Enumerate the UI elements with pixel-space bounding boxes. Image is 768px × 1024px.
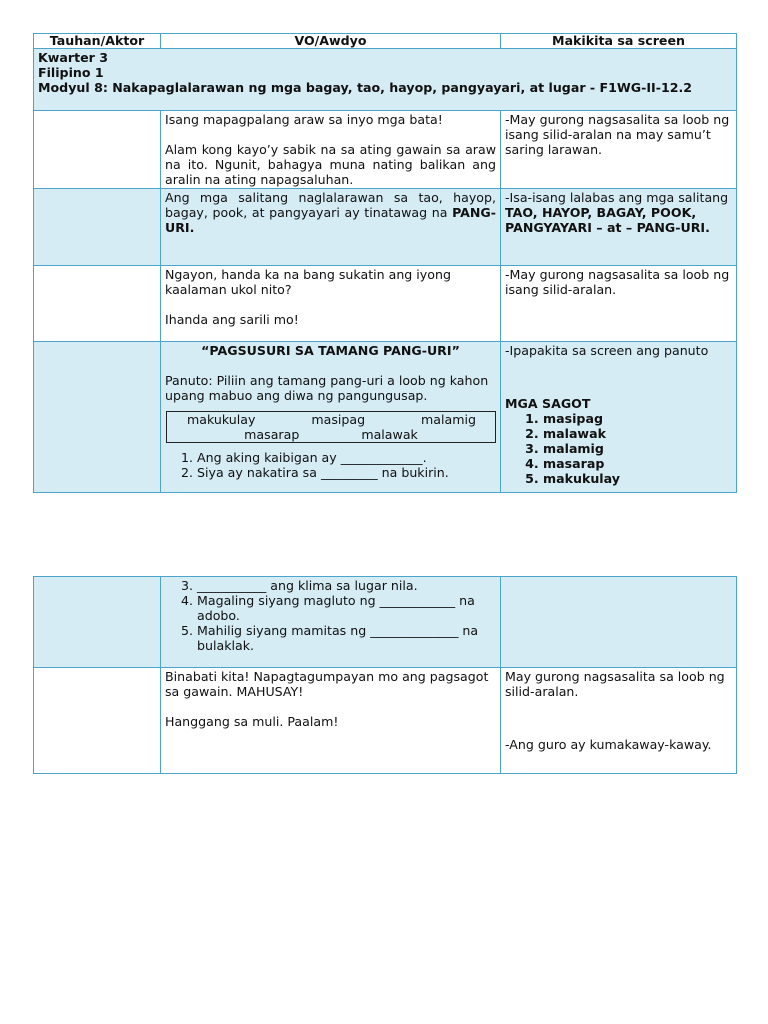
screen-plain: -Isa-isang lalabas ang mga salitang [505, 190, 729, 205]
screen-cell [501, 668, 737, 774]
screen-cell [501, 577, 737, 668]
header-tauhan: Tauhan/Aktor [34, 34, 161, 49]
screen-bold-terms: TAO, HAYOP, BAGAY, POOK, PANGYAYARI – at – PANG-URI. [505, 205, 710, 235]
header-vo: VO/Awdyo [161, 34, 501, 49]
script-table-2 [33, 576, 737, 774]
activity-row [34, 342, 737, 493]
question-item: 3. ___________ ang klima sa lugar nila. [197, 578, 496, 593]
screen-text: -Ang guro ay kumakaway-kaway. [505, 737, 712, 752]
intro-module: Modyul 8: Nakapaglalarawan ng mga bagay, tao, hayop, pangyayari, at lugar - F1WG-II-12.2 [38, 80, 693, 95]
script-row-3 [34, 266, 737, 342]
answer-item: 4. masarap [543, 456, 732, 471]
word-box [166, 411, 496, 443]
script-row-1 [34, 111, 737, 189]
actor-cell [34, 342, 161, 493]
question-item: 5. Mahilig siyang mamitas ng ______________ na bulaklak. [197, 623, 496, 653]
question-item: 2. Siya ay nakatira sa _________ na bukirin. [197, 465, 496, 480]
vo-text: Alam kong kayo’y sabik na sa ating gawain sa araw na ito. Ngunit, bahagya muna nating balikan ang aralin na ating napagsaluhan. [165, 142, 496, 187]
question-list-continued [165, 578, 496, 653]
header-screen: Makikita sa screen [501, 34, 737, 49]
activity-cell [161, 342, 501, 493]
intro-row [34, 49, 737, 111]
vo-text: Isang mapagpalang araw sa inyo mga bata! [165, 112, 443, 127]
screen-cell [501, 111, 737, 189]
intro-quarter: Kwarter 3 [38, 50, 109, 65]
vo-cell [161, 668, 501, 774]
answer-item: 1. masipag [543, 411, 732, 426]
intro-cell [34, 49, 737, 111]
word-option: malawak [361, 427, 418, 442]
screen-text: -May gurong nagsasalita sa loob ng isang silid-aralan. [505, 267, 730, 297]
answers-cell [501, 342, 737, 493]
script-row-2 [34, 189, 737, 266]
vo-text: Binabati kita! Napagtagumpayan mo ang pagsagot sa gawain. MAHUSAY! [165, 669, 489, 699]
word-option: masarap [244, 427, 300, 442]
screen-text [505, 190, 732, 235]
word-option: malamig [421, 412, 476, 427]
intro-subject: Filipino 1 [38, 65, 104, 80]
word-option: masipag [311, 412, 366, 427]
vo-text: Hanggang sa muli. Paalam! [165, 714, 339, 729]
screen-cell [501, 189, 737, 266]
screen-text: -May gurong nagsasalita sa loob ng isang silid-aralan na may samu’t saring larawan. [505, 112, 730, 157]
activity-continued-row [34, 577, 737, 668]
activity-title: “PAGSUSURI SA TAMANG PANG-URI” [201, 343, 460, 358]
vo-cell [161, 189, 501, 266]
answer-list [505, 411, 732, 486]
answers-title: MGA SAGOT [505, 396, 591, 411]
script-table-1 [33, 33, 737, 493]
activity-instructions: Panuto: Piliin ang tamang pang-uri a loob ng kahon upang mabuo ang diwa ng pangungusap. [165, 373, 489, 403]
vo-cell [161, 266, 501, 342]
activity-cell-continued [161, 577, 501, 668]
vo-bold-term: PANG-URI. [165, 205, 496, 235]
answer-item: 5. makukulay [543, 471, 732, 486]
vo-text [165, 190, 496, 235]
vo-plain: Ang mga salitang naglalarawan sa tao, hayop, bagay, pook, at pangyayari ay tinatawag na [165, 190, 496, 220]
word-option: makukulay [187, 412, 256, 427]
actor-cell [34, 189, 161, 266]
screen-text: May gurong nagsasalita sa loob ng silid-aralan. [505, 669, 725, 699]
actor-cell [34, 111, 161, 189]
question-list [165, 450, 496, 480]
answer-item: 3. malamig [543, 441, 732, 456]
question-item: 4. Magaling siyang magluto ng ____________ na adobo. [197, 593, 496, 623]
closing-row [34, 668, 737, 774]
vo-text: Ihanda ang sarili mo! [165, 312, 299, 327]
actor-cell [34, 668, 161, 774]
vo-text: Ngayon, handa ka na bang sukatin ang iyong kaalaman ukol nito? [165, 267, 451, 297]
actor-cell [34, 577, 161, 668]
vo-cell [161, 111, 501, 189]
question-item: 1. Ang aking kaibigan ay _____________. [197, 450, 496, 465]
header-row [34, 34, 737, 49]
actor-cell [34, 266, 161, 342]
screen-note: -Ipapakita sa screen ang panuto [505, 343, 709, 358]
answer-item: 2. malawak [543, 426, 732, 441]
screen-cell [501, 266, 737, 342]
